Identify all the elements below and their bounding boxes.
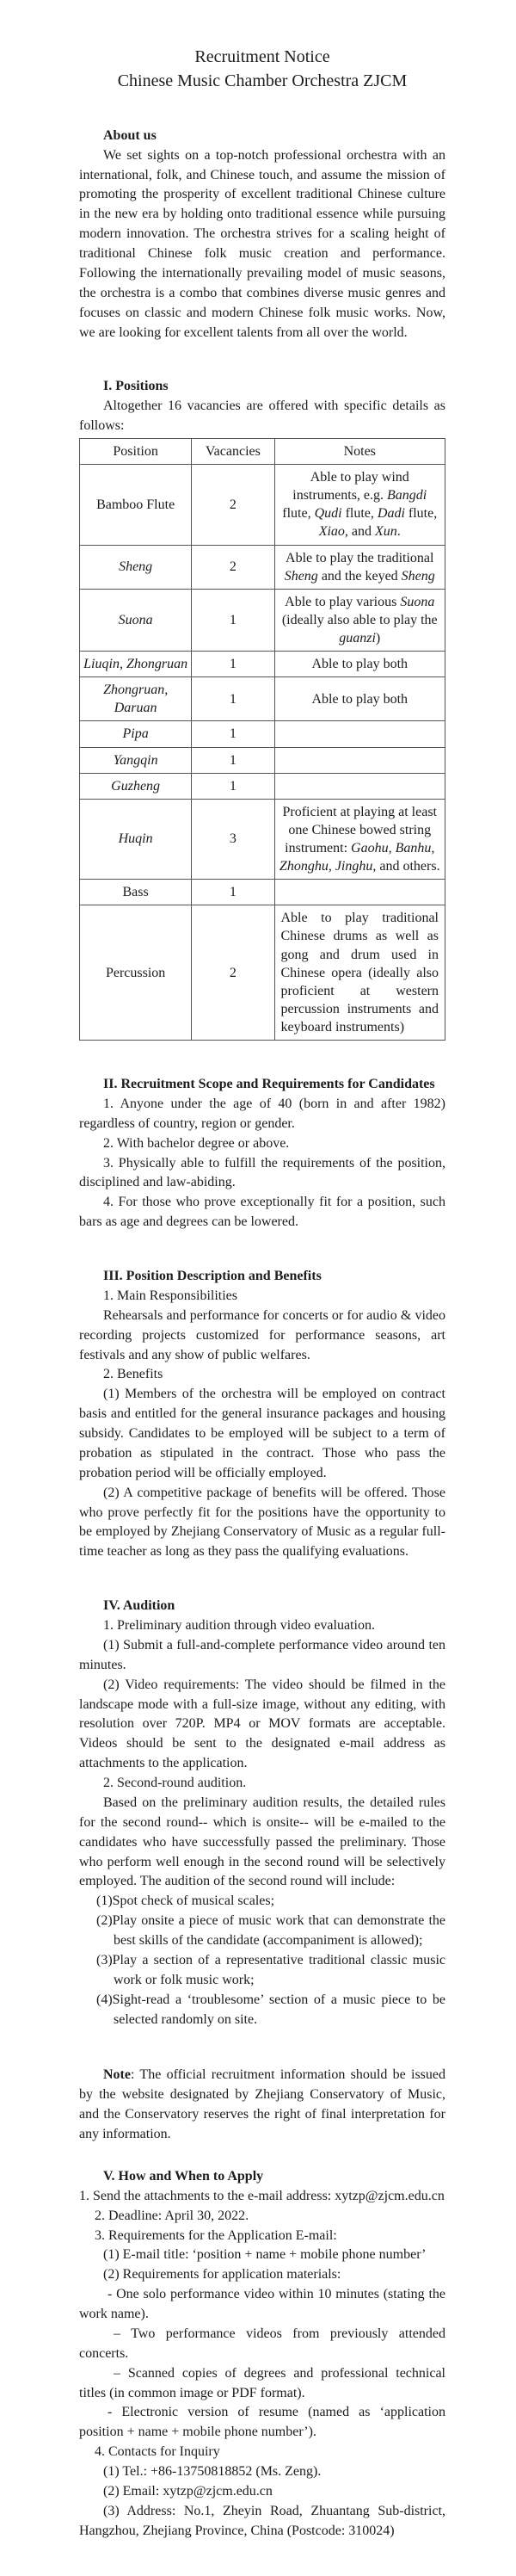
checklist-text: Play a section of a representative traditional classic music work or folk music work; — [112, 1952, 445, 1987]
notes-cell: Able to play both — [274, 677, 445, 721]
scope-item-1: 1. Anyone under the age of 40 (born in and after 1982) regardless of country, region or gender. — [79, 1096, 445, 1131]
positions-table — [79, 438, 445, 1041]
position-cell: Yangqin — [80, 747, 192, 773]
scope-item-4: 4. For those who prove exceptionally fit for a position, such bars as age and degrees can be lowered. — [79, 1195, 445, 1230]
apply-item-4: (1) E-mail title: ‘position + name + mobile phone number’ — [103, 2247, 427, 2263]
apply-item-13: (3) Address: No.1, Zheyin Road, Zhuantang Sub-district, Hangzhou, Zhejiang Province, China (Postcode: 310024) — [79, 2503, 445, 2538]
audition-checklist-item-3 — [79, 1951, 445, 1991]
positions-intro: Altogether 16 vacancies are offered with specific details as follows: — [79, 398, 445, 434]
column-header-notes: Notes — [274, 439, 445, 465]
position-cell: Bamboo Flute — [80, 465, 192, 545]
checklist-text: Sight-read a ‘troublesome’ section of a music piece to be selected randomly on site. — [112, 1992, 445, 2027]
table-row — [80, 465, 445, 545]
vacancies-cell: 1 — [192, 721, 274, 747]
section-heading-benefits: III. Position Description and Benefits — [103, 1269, 322, 1284]
notes-cell: Able to play various Suona (ideally also able to play the guanzi) — [274, 589, 445, 651]
audition-item-4: 2. Second-round audition. — [103, 1776, 247, 1791]
vacancies-cell: 2 — [192, 545, 274, 589]
position-cell: Liuqin, Zhongruan — [80, 652, 192, 677]
apply-item-3: 3. Requirements for the Application E-mail: — [95, 2227, 337, 2243]
vacancies-cell: 1 — [192, 677, 274, 721]
notes-cell: Able to play the traditional Sheng and the keyed Sheng — [274, 545, 445, 589]
position-cell: Pipa — [80, 721, 192, 747]
notes-cell: Able to play both — [274, 652, 445, 677]
benefits-item-4: (1) Members of the orchestra will be employed on contract basis and entitled for the general insurance packages and housing subsidy. Candidates to be employed will be subject to a term of probation as stipulated in the contract. Those who pass the probation period will be officially employed. — [79, 1387, 445, 1480]
position-cell: Huqin — [80, 799, 192, 879]
vacancies-cell: 1 — [192, 747, 274, 773]
apply-item-2: 2. Deadline: April 30, 2022. — [95, 2208, 249, 2223]
benefits-item-3: 2. Benefits — [103, 1367, 163, 1382]
apply-item-8: – Scanned copies of degrees and professional technical titles (in common image or PDF format). — [79, 2365, 445, 2400]
audition-checklist-item-2 — [79, 1912, 445, 1951]
audition-checklist-item-1 — [79, 1892, 445, 1912]
apply-item-9: - Electronic version of resume (named as ‘application position + name + mobile phone number’). — [79, 2405, 445, 2440]
column-header-position: Position — [80, 439, 192, 465]
note-label: Note — [103, 2067, 131, 2083]
audition-item-3: (2) Video requirements: The video should be filmed in the landscape mode with a full-size image, without any editing, with resolution over 720P. MP4 or MOV formats are acceptable. Videos should be sent to the designated e-mail address as attachments to the application. — [79, 1677, 445, 1771]
checklist-marker: (3) — [96, 1952, 113, 1968]
apply-item-7: – Two performance videos from previously attended concerts. — [79, 2326, 445, 2361]
vacancies-cell: 1 — [192, 589, 274, 651]
section-heading-positions: I. Positions — [103, 379, 169, 394]
position-cell: Percussion — [80, 905, 192, 1041]
vacancies-cell: 3 — [192, 799, 274, 879]
section-heading-about: About us — [103, 127, 157, 143]
position-cell: Suona — [80, 589, 192, 651]
table-row — [80, 652, 445, 677]
table-row — [80, 747, 445, 773]
benefits-item-5: (2) A competitive package of benefits will be offered. Those who prove perfectly fit for the positions have the opportunity to be employed by Zhejiang Conservatory of Music as a regular full-time teacher as long as they pass the qualifying evaluations. — [79, 1485, 445, 1560]
audition-item-2: (1) Submit a full-and-complete performance video around ten minutes. — [79, 1637, 445, 1672]
vacancies-cell: 2 — [192, 465, 274, 545]
scope-item-3: 3. Physically able to fulfill the requirements of the position, disciplined and law-abiding. — [79, 1155, 445, 1190]
apply-item-6: - One solo performance video within 10 minutes (stating the work name). — [79, 2287, 445, 2322]
table-row — [80, 905, 445, 1041]
table-row — [80, 880, 445, 905]
table-row — [80, 589, 445, 651]
notes-cell: Able to play wind instruments, e.g. Bangdi flute, Qudi flute, Dadi flute, Xiao, and Xun. — [274, 465, 445, 545]
notes-cell: Able to play traditional Chinese drums as well as gong and drum used in Chinese opera (ideally also proficient at western percussion instruments and keyboard instruments) — [274, 905, 445, 1041]
checklist-marker: (2) — [96, 1913, 113, 1929]
section-heading-audition: IV. Audition — [103, 1598, 175, 1614]
note-paragraph — [79, 2066, 445, 2145]
position-cell: Zhongruan, Daruan — [80, 677, 192, 721]
checklist-text: Play onsite a piece of music work that can demonstrate the best skills of the candidate (accompaniment is allowed); — [112, 1913, 445, 1949]
checklist-marker: (1) — [96, 1893, 113, 1909]
scope-item-2: 2. With bachelor degree or above. — [103, 1135, 290, 1151]
notes-cell — [274, 721, 445, 747]
table-row — [80, 799, 445, 879]
table-header-row — [80, 439, 445, 465]
page-subtitle: Chinese Music Chamber Orchestra ZJCM — [117, 71, 408, 91]
checklist-marker: (4) — [96, 1992, 113, 2007]
benefits-item-1: 1. Main Responsibilities — [103, 1288, 237, 1303]
audition-checklist-item-4 — [79, 1991, 445, 2030]
vacancies-cell: 1 — [192, 773, 274, 799]
apply-item-1: 1. Send the attachments to the e-mail address: xytzp@zjcm.edu.cn — [79, 2188, 445, 2203]
section-heading-apply: V. How and When to Apply — [103, 2168, 264, 2184]
table-row — [80, 545, 445, 589]
apply-item-12: (2) Email: xytzp@zjcm.edu.cn — [103, 2483, 273, 2499]
apply-item-5: (2) Requirements for application materials: — [103, 2267, 341, 2283]
vacancies-cell: 2 — [192, 905, 274, 1041]
benefits-item-2: Rehearsals and performance for concerts or for audio & video recording projects customized for performance seasons, art festivals and any show of public welfares. — [79, 1307, 445, 1362]
section-heading-scope: II. Recruitment Scope and Requirements for Candidates — [103, 1077, 435, 1092]
column-header-vacancies: Vacancies — [192, 439, 274, 465]
vacancies-cell: 1 — [192, 652, 274, 677]
apply-item-11: (1) Tel.: +86-13750818852 (Ms. Zeng). — [103, 2464, 322, 2480]
audition-item-5: Based on the preliminary audition results, the detailed rules for the second round-- which is onsite-- will be e-mailed to the candidates who have successfully passed the preliminary. Those who perform well enough in the second round will be selectively employed. The audition of the second round will include: — [79, 1795, 445, 1889]
apply-item-10: 4. Contacts for Inquiry — [95, 2444, 220, 2460]
table-row — [80, 721, 445, 747]
table-row — [80, 677, 445, 721]
notes-cell — [274, 880, 445, 905]
position-cell: Bass — [80, 880, 192, 905]
note-text: : The official recruitment information should be issued by the website designated by Zhejiang Conservatory of Music, and the Conservatory reserves the right of final interpretation for any information. — [79, 2067, 445, 2142]
vacancies-cell: 1 — [192, 880, 274, 905]
position-cell: Sheng — [80, 545, 192, 589]
notes-cell — [274, 747, 445, 773]
notes-cell: Proficient at playing at least one Chinese bowed string instrument: Gaohu, Banhu, Zhonghu, Jinghu, and others. — [274, 799, 445, 879]
notes-cell — [274, 773, 445, 799]
page-title: Recruitment Notice — [194, 47, 330, 66]
audition-item-1: 1. Preliminary audition through video evaluation. — [103, 1618, 375, 1634]
about-paragraph: We set sights on a top-notch professional orchestra with an international, folk, and Chinese touch, and assume the mission of promoting the prosperity of excellent traditional Chinese culture in the new era by holding onto traditional essence while pursuing modern innovation. The orchestra strives for a scaling height of traditional Chinese folk music creation and performance. Following the internationally prevailing model of music seasons, the orchestra is a combo that combines diverse music genres and focuses on classic and modern Chinese folk music works. Now, we are looking for excellent talents from all over the world. — [79, 147, 445, 340]
table-row — [80, 773, 445, 799]
position-cell: Guzheng — [80, 773, 192, 799]
checklist-text: Spot check of musical scales; — [112, 1893, 275, 1909]
